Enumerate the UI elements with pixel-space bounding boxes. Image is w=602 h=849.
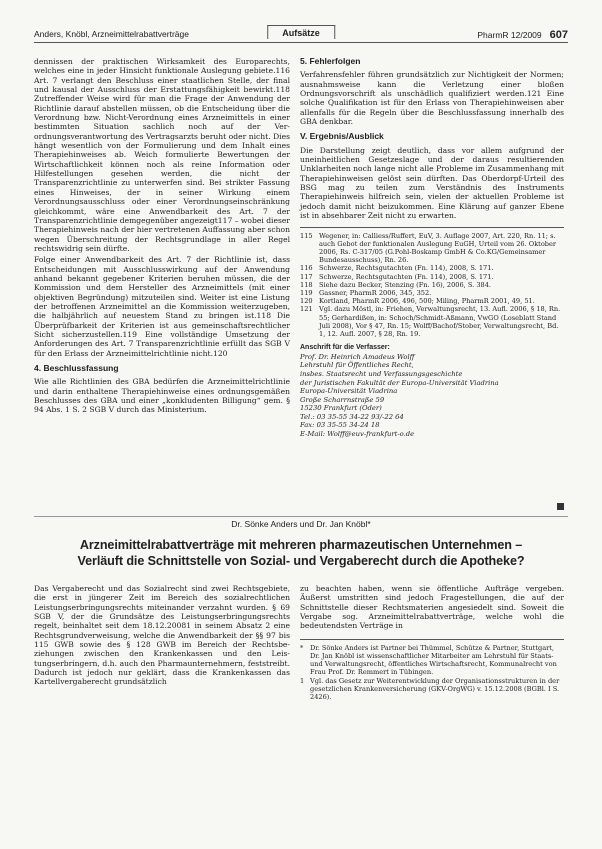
section-heading: 5. Fehlerfolgen [300, 56, 361, 66]
footnote [300, 289, 564, 297]
footnote [300, 305, 564, 338]
address-line: insbes. Staatsrecht und Verfassungsgeschichte [300, 369, 463, 378]
page-number: 607 [549, 29, 568, 41]
upper-right-column [300, 57, 564, 439]
footnote-number: 120 [300, 297, 313, 306]
footnote [300, 297, 564, 305]
footnotes [300, 639, 564, 701]
footnote-number: 119 [300, 288, 313, 297]
address-line: der Juristischen Fakultät der Europa-Universität Viadrina [300, 378, 499, 387]
paragraph: Die Darstellung zeigt deutlich, dass vor allem aufgrund der uneinheitlichen Gesetzeslage und der daraus resultierenden Unklarheiten noch lange nicht alle Probleme im Zusammenhang mit Therapiehinweisen gelöst sein dürften. Das Oberdorpf-Urteil des BSG mag zu teilen zum Verständnis des Instruments Therapiehinweis hilfreich sein, vielen der aktuellen Probleme ist jedoch damit nicht beizukommen. Eine Klärung auf ganzer Ebene ist in absehbarer Zeit nicht zu erwarten. [300, 145, 564, 221]
article-title-line: Verläuft die Schnittstelle von Sozial- und Vergaberecht durch die Apotheke? [77, 554, 525, 568]
paragraph: zu beachten haben, wenn sie öffentliche Aufträge vergeben. Äußerst umstritten sind jedoch Fragestellungen, die auf der Schnittstelle dieser Rechtsmaterien angesiedelt sind. Soweit die Vergabe sog. Arzneimittelrabattverträge, welche wohl die bedeutendsten Verträge in [300, 584, 564, 631]
footnotes [300, 227, 564, 339]
header-left-text: Anders, Knöbl, Arzneimittelrabattverträge [34, 29, 189, 39]
address-line: Fax: 03 35-55 34-24 18 [300, 421, 380, 430]
footnote-text: Kortland, PharmR 2006, 496, 500; Miling, PharmR 2001, 49, 51. [319, 297, 535, 306]
address-line: Tel.: 03 35-55 34-22 93/-22 64 [300, 412, 404, 421]
address-line: Lehrstuhl für Öffentliches Recht, [300, 361, 414, 370]
paragraph: Das Vergaberecht und das Sozialrecht sind zwei Rechtsgebiete, die erst in jüngerer Zeit im Bereich des sozialrechtlichen Leistungserbringungsrechts miteinander verzahnt wurden. § 69 SGB V, der die Grundsätze des Leistungserbringungsrechts regelt, beinhaltet seit dem 18.12.20081 in seinem Absatz 2 eine Rechtsgrundverweisung, welche die Anwendbarkeit der §§ 97 bis 115 GWB sowie des § 128 GWB im Bereich der Rechtsbeziehungen zwischen den Krankenkassen und den Leistungserbringern, d.h. auch den Pharmaunternehmern, feststreibt. Dadurch ist jedoch nur geklärt, dass die Krankenkassen das Kartellvergaberecht grundsätzlich [34, 584, 290, 687]
article-left-column [34, 584, 290, 687]
footnote-text: Dr. Sönke Anders ist Partner bei Thümmel, Schütze & Partner, Stuttgart, Dr. Jan Knöbl ist wissenschaftlicher Mitarbeiter am Lehrstuhl für Staats- und Verwaltungsrecht, öffentliches Wirtschaftsrecht, Kommunalrecht von Frau Prof. Dr. Remmert in Tübingen. [310, 643, 557, 677]
journal-issue: PharmR 12/2009 [477, 30, 542, 40]
section-heading: V. Ergebnis/Ausblick [300, 131, 384, 142]
footnote-text: Vgl. dazu Möstl, in: Friehen, Verwaltungsrecht, 13. Aufl. 2006, § 18, Rn. 55; Gerhardißen, in: Schoch/Schmidt-Aßmann, VwGO (Loseblatt Stand Juli 2008), Vor § 47, Rn. 15; Wolff/Bachof/Stober, Verwaltungsrecht, Bd. 1, 12. Aufl. 2007, § 28, Rn. 19. [319, 305, 561, 338]
upper-left-column [34, 57, 290, 415]
address-title: Anschrift für die Verfasser: [300, 344, 390, 352]
footnote-number: 116 [300, 264, 313, 273]
address-line: Europa-Universität Viadrina [300, 387, 398, 396]
section-heading: 4. Beschlussfassung [34, 363, 119, 373]
footnote-text: Schwerze, Rechtsgutachten (Fn. 114), 2008, S. 171. [319, 272, 494, 281]
article-title-line: Arzneimittelrabattverträge mit mehreren pharmazeutischen Unternehmen – [79, 538, 523, 552]
footnote [300, 644, 564, 677]
footnote [300, 281, 564, 289]
running-header [34, 26, 568, 43]
article-title [34, 537, 568, 569]
address-line: Große Scharrnstraße 59 [300, 395, 385, 404]
paragraph: Folge einer Anwendbarkeit des Art. 7 der Richtlinie ist, dass Entscheidungen mit Ausschlusswirkung auf der Anwendung anhand bekannt gegebener Kriterien beruhen müssen, die der Kommission und dem Hersteller des Arzneimittels (mit einer objektiven Begründung) mitzuteilen sind. Weiter ist eine Listung der betroffenen Arzneimittel an die Kommission weiterzugeben, die halbjährlich auf neuestem Stand zu bringen ist.118 Die Überprüfbarkeit der Kriterien ist aus gemeinschaftsrechtlicher Sicht sicherzustellen.119 Eine vollständige Umsetzung der Anforderungen des Art. 7 Transparenzrichtlinie erfüllt das SGB V für den Erlass der Arzneimittelrichtlinie nicht.120 [34, 255, 290, 358]
paragraph: dennissen der praktischen Wirksamkeit des Europarechts, welches eine in jeder Hinsicht funktionale Auslegung gebiete.116 Art. 7 verlangt den Beschluss einer staatlichen Stelle, der final und kausal der Ausschluss der Erstattungsfähigkeit bewirkt.118 Zutreffender Weise wird für man die Frage der Anwendung der Richtlinie darauf abstellen müssen, ob die Entscheidung über die Verordnung bzw. Nicht-Verordnung eines Arzneimittels in einer bestimmten Situation sachlich noch auf der Verordnungsverantwortung des Vertragsarzts beruht oder nicht. Dies hängt wesentlich von der Formulierung und dem Inhalt eines Therapiehinweises ab. Weich formulierte Bewertungen der Wirtschaftlichkeit können noch als reine Information oder Hilfestellungen gesehen werden, die nicht der Transparenzrichtlinie zu unterwerfen sind. Bei strikter Fassung eines Hinweises, der in seiner Wirkung einem Verordnungsausschluss oder einer Verordnungseinschränkung gleichkommt, wäre eine Anwendbarkeit des Art. 7 der Transparenzrichtlinie demgegenüber angezeigt117 – wobei dieser Therapiehinweis nach der hier vertretenen Auffassung aber schon wegen Überschreitung der Rechtsgrundlage in aller Regel rechtswidrig sein dürfte. [34, 57, 290, 253]
footnote-text: Wegener, in: Calliess/Ruffert, EuV, 3. Auflage 2007, Art. 220, Rn. 11; s. auch Gebot der funktionalen Auslegung EuGH, Urteil vom 26. Oktober 2006, Rs. C-317/05 (G.Pohl-Boskamp GmbH & Co.KG/Gemeinsamer Bundesausschuss), Rn. 26. [319, 231, 557, 265]
paragraph: Wie alle Richtlinien des GBA bedürfen die Arzneimittelrichtlinie und darin enthaltene Therapiehinweise eines ordnungsgemäßen Beschlusses des GBA und einer „konkludenten Billigung“ gem. § 94 Abs. 1 S. 2 SGB V durch das Ministerium. [34, 377, 290, 415]
footnote-number: 118 [300, 280, 313, 289]
footnote-text: Schwerze, Rechtsgutachten (Fn. 114), 2008, S. 171. [319, 264, 494, 273]
header-right [477, 29, 568, 41]
footnote-number: 1 [300, 676, 305, 685]
article-separator [34, 516, 568, 517]
footnote [300, 273, 564, 281]
footnote-number: 121 [300, 305, 313, 314]
email-line: E-Mail: Wolff@euv-frankfurt-o.de [300, 430, 415, 439]
footnote-text: Vgl. das Gesetz zur Weiterentwicklung der Organisationsstrukturen in der gesetzlichen Krankenversicherung (GKV-OrgWG) v. 15.12.2008 (BGBl. I S. 2426). [310, 676, 560, 701]
address-line: 15230 Frankfurt (Oder) [300, 404, 382, 413]
paragraph: Verfahrensfehler führen grundsätzlich zur Nichtigkeit der Normen; ausnahmsweise kann die Verletzung einer bloßen Ordnungsvorschrift als unschädlich qualifiziert werden.121 Eine solche Qualifikation ist für den Erlass von Therapiehinweisen aber allenfalls für die Regeln über die Beschlussfassung innerhalb des GBA denkbar. [300, 70, 564, 127]
footnote [300, 264, 564, 272]
footnote-number: * [300, 643, 304, 652]
article-right-column [300, 584, 564, 701]
footnote [300, 232, 564, 265]
header-section-label: Aufsätze [267, 25, 335, 39]
end-of-article-mark [557, 503, 564, 510]
article-authors: Dr. Sönke Anders und Dr. Jan Knöbl* [231, 519, 371, 529]
author-address [300, 344, 564, 439]
footnote-number: 117 [300, 272, 313, 281]
footnote [300, 677, 564, 702]
footnote-text: Siehe dazu Becker, Stenzing (Fn. 16), 2006, S. 384. [319, 280, 492, 289]
footnote-text: Gassner, PharmR 2006, 345, 352. [319, 288, 432, 297]
footnote-number: 115 [300, 231, 313, 240]
address-line: Prof. Dr. Heinrich Amadeus Wolff [300, 352, 415, 361]
